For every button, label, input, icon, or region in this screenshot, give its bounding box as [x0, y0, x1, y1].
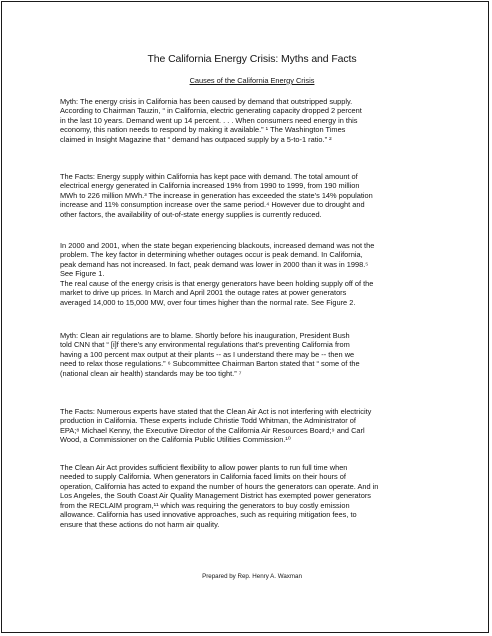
text-line: See Figure 1. [60, 269, 105, 279]
text-line: According to Chairman Tauzin, “ in California, electric generating capacity dropped 2 percent [60, 106, 362, 116]
text-line: increase and 11% consumption increase over the same period.⁴ However due to drought and [60, 200, 365, 210]
paragraph-blackouts [60, 241, 444, 307]
document-title: The California Energy Crisis: Myths and Facts [147, 53, 357, 65]
paragraph-clean-air-act [60, 463, 444, 529]
text-line: Los Angeles, the South Coast Air Quality Management District has exempted power generators [60, 491, 371, 501]
text-line: peak demand has not increased. In fact, peak demand was lower in 2000 than it was in 1998.⁵ [60, 259, 369, 269]
text-line: Wood, a Commissioner on the California Public Utilities Commission.¹⁰ [60, 435, 291, 445]
text-line: The Facts: Numerous experts have stated that the Clean Air Act is not interfering with electricity [60, 407, 372, 416]
text-line: The Clean Air Act provides sufficient flexibility to allow power plants to run full time when [60, 463, 348, 472]
text-line: In 2000 and 2001, when the state began experiencing blackouts, increased demand was not the [60, 241, 375, 250]
document-page [1, 1, 489, 633]
document-content [60, 52, 444, 580]
text-line: (national clean air health) standards may be too tight.” ⁷ [60, 368, 242, 378]
text-line: allowance. California has used innovative approaches, such as requiring mitigation fees, to [60, 510, 357, 520]
text-line: claimed in Insight Magazine that “ demand has outpaced supply by a 5-to-1 ratio.” ² [60, 134, 332, 144]
text-line: MWh to 226 million MWh.³ The increase in generation has exceeded the state’s 14% population [60, 190, 373, 200]
text-line: Myth: The energy crisis in California has been caused by demand that outstripped supply. [60, 97, 353, 106]
text-line: having a 100 percent max output at their plants -- as I understand there may be -- then we [60, 349, 355, 359]
text-line: The Facts: Energy supply within California has kept pace with demand. The total amount of [60, 172, 358, 181]
text-line: electrical energy generated in California increased 19% from 1990 to 1999, from 190 million [60, 181, 360, 191]
text-line: production in California. These experts include Christie Todd Whitman, the Administrator of [60, 416, 356, 426]
text-line: EPA;⁸ Michael Kenny, the Executive Director of the California Air Resources Board;⁹ and Carl [60, 425, 365, 435]
text-line: Myth: Clean air regulations are to blame. Shortly before his inauguration, President Bush [60, 331, 350, 340]
text-line: problem. The key factor in determining whether outages occur is peak demand. In California, [60, 250, 363, 260]
paragraph-myth-clean-air [60, 331, 444, 378]
paragraph-facts-experts [60, 407, 444, 445]
text-line: from the RECLAIM program,¹¹ which was requiring the generators to buy costly emission [60, 500, 350, 510]
text-line: needed to supply California. When generators in California faced limits on their hours of [60, 472, 346, 482]
text-line: need to relax those regulations.” ⁶ Subcommittee Chairman Barton stated that “ some of the [60, 359, 360, 369]
text-line: ensure that these actions do not harm air quality. [60, 519, 220, 529]
text-line: averaged 14,000 to 15,000 MW, over four times higher than the normal rate. See Figure 2. [60, 297, 356, 307]
text-line: market to drive up prices. In March and April 2001 the outage rates at power generators [60, 288, 347, 298]
text-line: economy, this nation needs to respond by making it available.” ¹ The Washington Times [60, 125, 346, 135]
text-line: other factors, the availability of out-of-state energy supplies is currently reduced. [60, 209, 322, 219]
text-line: in the last 10 years. Demand went up 14 percent. . . . When consumers need energy in this [60, 115, 358, 125]
text-line: told CNN that “ [i]f there’s any environmental regulations that’s preventing California from [60, 340, 350, 350]
text-line: operation, California has acted to expand the number of hours the generators can operate. And in [60, 481, 379, 491]
text-line: The real cause of the energy crisis is that energy generators have been holding supply off of the [60, 278, 374, 288]
paragraph-facts-supply [60, 172, 444, 219]
section-heading: Causes of the California Energy Crisis [189, 76, 315, 85]
paragraph-myth-demand [60, 97, 444, 144]
prepared-by-footer: Prepared by Rep. Henry A. Waxman [202, 573, 302, 580]
